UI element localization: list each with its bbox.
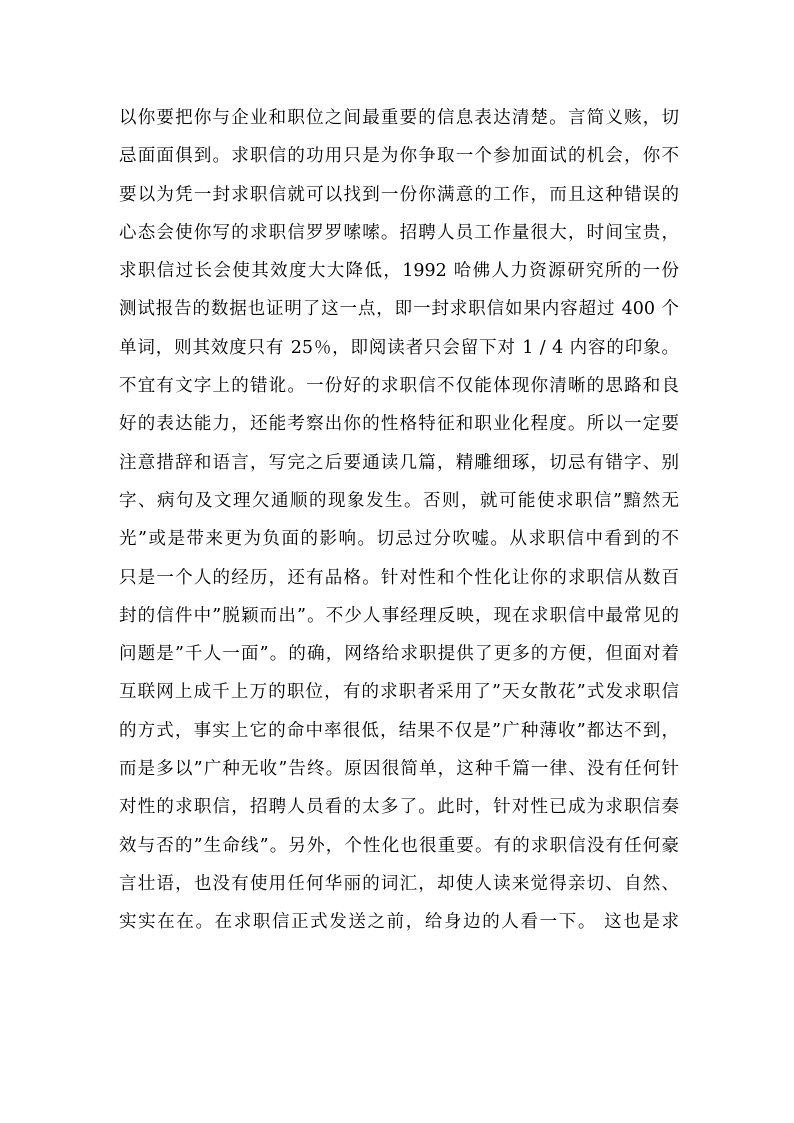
text-line: 忌面面俱到。求职信的功用只是为你争取一个参加面试的机会，你不 [119, 146, 679, 167]
text-line: 光”或是带来更为负面的影响。切忌过分吹嘘。从求职信中看到的不 [119, 529, 679, 550]
text-line: 对性的求职信，招聘人员看的太多了。此时，针对性已成为求职信奏 [119, 797, 679, 818]
text-line: 字、病句及文理欠通顺的现象发生。否则，就可能使求职信”黯然无 [119, 490, 679, 511]
text-line: 的方式，事实上它的命中率很低，结果不仅是”广种薄收”都达不到， [119, 720, 679, 741]
text-line: 求职信过长会使其效度大大降低，1992 哈佛人力资源研究所的一份 [119, 261, 679, 282]
text-line: 效与否的”生命线”。另外，个性化也很重要。有的求职信没有任何豪 [119, 835, 679, 856]
text-line: 封的信件中”脱颖而出”。不少人事经理反映，现在求职信中最常见的 [119, 605, 679, 626]
text-line: 测试报告的数据也证明了这一点，即一封求职信如果内容超过 400 个 [119, 299, 679, 320]
text-line: 互联网上成千上万的职位，有的求职者采用了”天女散花”式发求职信 [119, 682, 679, 703]
text-line: 注意措辞和语言，写完之后要通读几篇，精雕细琢，切忌有错字、别 [119, 452, 679, 473]
text-line: 心态会使你写的求职信罗罗嗦嗦。招聘人员工作量很大，时间宝贵， [119, 222, 679, 243]
text-line: 言壮语，也没有使用任何华丽的词汇，却使人读来觉得亲切、自然、 [119, 873, 679, 894]
text-line: 不宜有文字上的错讹。一份好的求职信不仅能体现你清晰的思路和良 [119, 376, 679, 397]
text-line: 单词，则其效度只有 25％，即阅读者只会留下对 1 / 4 内容的印象。 [119, 337, 679, 358]
body-text [119, 99, 679, 942]
text-line: 好的表达能力，还能考察出你的性格特征和职业化程度。所以一定要 [119, 414, 679, 435]
text-line: 以你要把你与企业和职位之间最重要的信息表达清楚。言简义赅，切 [119, 108, 679, 128]
text-line: 要以为凭一封求职信就可以找到一份你满意的工作，而且这种错误的 [119, 184, 679, 205]
text-line: 而是多以”广种无收”告终。原因很简单，这种千篇一律、没有任何针 [119, 759, 679, 780]
text-line: 问题是”千人一面”。的确，网络给求职提供了更多的方便，但面对着 [119, 644, 679, 665]
text-line: 实实在在。在求职信正式发送之前，给身边的人看一下。 这也是求 [119, 912, 679, 933]
text-line: 只是一个人的经历，还有品格。针对性和个性化让你的求职信从数百 [119, 567, 679, 588]
